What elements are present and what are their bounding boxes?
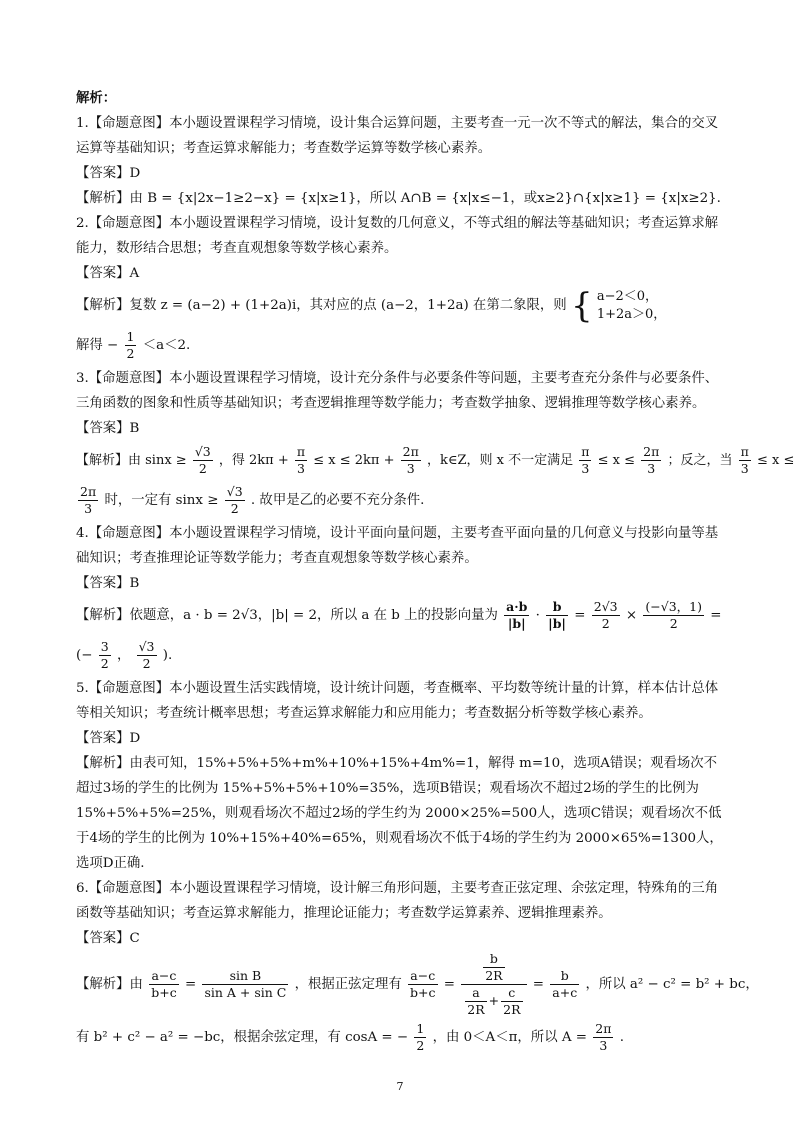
text: (− bbox=[76, 648, 93, 663]
fraction bbox=[125, 329, 137, 362]
denominator: 3 bbox=[84, 501, 93, 516]
text: ，由 0＜A＜π，所以 A = bbox=[432, 1030, 587, 1045]
fraction bbox=[592, 599, 620, 632]
denominator: 2 bbox=[126, 346, 135, 361]
text: ≤ x ≤ 2kπ + bbox=[313, 453, 395, 468]
denominator: |b| bbox=[548, 616, 566, 631]
denominator bbox=[461, 985, 526, 1018]
q2-analysis: 【解析】复数 z = (a−2) + (1+2a)i，其对应的点 (a−2，1+2a) 在第二象限，则 bbox=[76, 298, 567, 313]
fraction bbox=[295, 444, 307, 477]
fraction bbox=[501, 985, 522, 1018]
fraction bbox=[465, 985, 486, 1018]
text: = bbox=[710, 608, 722, 623]
q6-intent: 6.【命题意图】本小题设置课程学习情境，设计解三角形问题，主要考查正弦定理、余弦定理，特殊角的三角函数等基础知识；考查运算求解能力，推理论证能力；考查数学运算素养、逻辑推理素养。 bbox=[76, 881, 719, 921]
text: 【解析】由 bbox=[76, 977, 143, 992]
denominator: 3 bbox=[297, 461, 305, 476]
solution-page bbox=[76, 86, 795, 1058]
numerator: c bbox=[501, 985, 522, 1002]
q6-answer: 【答案】C bbox=[76, 931, 140, 946]
denominator: 2 bbox=[142, 656, 151, 671]
q6-analysis-2 bbox=[76, 1018, 724, 1058]
fraction bbox=[550, 968, 579, 1001]
numerator: a bbox=[465, 985, 486, 1002]
fraction bbox=[202, 968, 288, 1001]
numerator: sin B bbox=[202, 968, 288, 985]
fraction bbox=[483, 951, 504, 984]
numerator: b bbox=[483, 951, 504, 968]
text: ，k∈Z，则 x 不一定满足 bbox=[426, 453, 574, 468]
denominator: 3 bbox=[599, 1038, 608, 1053]
text: . bbox=[619, 1030, 624, 1045]
fraction bbox=[99, 639, 111, 672]
fraction bbox=[546, 599, 568, 632]
numerator: 1 bbox=[416, 1021, 425, 1036]
fraction bbox=[78, 484, 98, 517]
numerator: √3 bbox=[226, 484, 243, 499]
numerator: 3 bbox=[100, 639, 109, 654]
denominator: b+c bbox=[151, 985, 177, 1000]
fraction bbox=[408, 968, 437, 1001]
text: = bbox=[574, 608, 586, 623]
text: ≤ x ≤ bbox=[756, 453, 795, 468]
fraction bbox=[739, 444, 751, 477]
q1-intent: 1.【命题意图】本小题设置课程学习情境，设计集合运算问题，主要考查一元一次不等式的解法，集合的交叉运算等基础知识；考查运算求解能力；考查数学运算等数学核心素养。 bbox=[76, 116, 719, 156]
text: = bbox=[532, 977, 544, 992]
q4-analysis-1 bbox=[76, 596, 724, 636]
text: ≤ x ≤ bbox=[597, 453, 635, 468]
fraction bbox=[225, 484, 245, 517]
numerator: π bbox=[296, 444, 306, 459]
numerator: √3 bbox=[138, 639, 155, 654]
fraction bbox=[641, 444, 661, 477]
fraction bbox=[193, 444, 213, 477]
q6-analysis-1 bbox=[76, 951, 759, 1018]
text: = bbox=[184, 977, 197, 992]
denominator: 3 bbox=[740, 461, 749, 476]
denominator: 3 bbox=[581, 461, 590, 476]
denominator: 2 bbox=[669, 616, 678, 631]
q4-intent: 4.【命题意图】本小题设置课程学习情境，设计平面向量问题，主要考查平面向量的几何意义与投影向量等基础知识；考查推理论证等数学能力；考查直观想象等数学核心素养。 bbox=[76, 526, 719, 566]
denominator: 2 bbox=[100, 656, 109, 671]
text: · bbox=[535, 608, 540, 623]
text: ， bbox=[116, 648, 131, 663]
q3-answer: 【答案】B bbox=[76, 421, 140, 436]
fraction bbox=[401, 444, 421, 477]
denominator: sin A + sin C bbox=[204, 985, 287, 1000]
numerator: (−√3，1) bbox=[645, 599, 702, 614]
fraction bbox=[149, 968, 178, 1001]
system-line-1: a−2＜0， bbox=[596, 288, 659, 304]
q5-intent: 5.【命题意图】本小题设置生活实践情境，设计统计问题，考查概率、平均数等统计量的计算，样本估计总体等相关知识；考查统计概率思想；考查运算求解能力和应用能力；考查数据分析等数学核心素养。 bbox=[76, 681, 719, 721]
denominator: a+c bbox=[552, 985, 578, 1000]
denominator: b+c bbox=[410, 985, 436, 1000]
denominator: 3 bbox=[406, 461, 415, 476]
q2-answer: 【答案】A bbox=[76, 266, 140, 281]
text: ，根据正弦定理有 bbox=[294, 977, 402, 992]
denominator: 2R bbox=[503, 1002, 521, 1017]
q2-solve bbox=[76, 326, 724, 366]
q4-answer: 【答案】B bbox=[76, 576, 140, 591]
denominator: 3 bbox=[647, 461, 656, 476]
q5-answer: 【答案】D bbox=[76, 731, 141, 746]
text: ，得 2kπ + bbox=[218, 453, 289, 468]
fraction bbox=[643, 599, 704, 632]
q5-analysis: 【解析】由表可知，15%+5%+5%+m%+10%+15%+4m%=1，解得 m=10，选项A错误；观看场次不超过3场的学生的比例为 15%+5%+5%+10%=35%，选项B错误；观看场次不超过2场的学生的比例为 15%+5%+5%=25%，则观看场次不超过2场的学生约为 2000×25%=500人，选项C错误；观看场次不低于4场的学生的比例为 10%+15%+40%=65%，则观看场次不低于4场的学生约为 2000×65%=1300人，选项D正确. bbox=[76, 756, 723, 871]
numerator: 2π bbox=[80, 484, 97, 499]
numerator: a·b bbox=[506, 599, 528, 614]
numerator: √3 bbox=[194, 444, 211, 459]
denominator: 2 bbox=[416, 1038, 425, 1053]
q2-solve-post: ＜a＜2. bbox=[142, 338, 191, 353]
q3-analysis-1 bbox=[76, 441, 795, 481]
denominator: 2 bbox=[230, 501, 239, 516]
text: ). bbox=[162, 648, 173, 663]
denominator: 2 bbox=[198, 461, 207, 476]
compound-fraction bbox=[461, 951, 526, 1018]
text: 【解析】由 sinx ≥ bbox=[76, 453, 187, 468]
text: ，所以 a² − c² = b² + bc， bbox=[585, 977, 759, 992]
q2-analysis-line bbox=[76, 286, 724, 326]
fraction bbox=[579, 444, 591, 477]
denominator: 2R bbox=[485, 968, 503, 983]
numerator: 2π bbox=[595, 1021, 612, 1036]
q3-analysis-2 bbox=[76, 481, 724, 521]
text: 时，一定有 sinx ≥ bbox=[104, 493, 219, 508]
page-number: 7 bbox=[396, 1080, 404, 1093]
fraction bbox=[593, 1021, 613, 1054]
system-line-2: 1+2a＞0， bbox=[596, 306, 667, 322]
numerator: 2√3 bbox=[593, 599, 618, 614]
numerator: 2π bbox=[643, 444, 660, 459]
numerator: b bbox=[550, 968, 579, 985]
q2-solve-pre: 解得 − bbox=[76, 338, 119, 353]
numerator: 2π bbox=[402, 444, 419, 459]
denominator: 2 bbox=[601, 616, 610, 631]
inequality-system bbox=[597, 288, 666, 324]
numerator: a−c bbox=[408, 968, 437, 985]
numerator: π bbox=[740, 444, 749, 459]
text: + bbox=[488, 993, 500, 1008]
heading: 解析： bbox=[76, 90, 117, 106]
numerator bbox=[461, 951, 526, 985]
numerator: b bbox=[546, 599, 568, 616]
q2-intent: 2.【命题意图】本小题设置课程学习情境，设计复数的几何意义，不等式组的解法等基础知识；考查运算求解能力，数形结合思想；考查直观想象等数学核心素养。 bbox=[76, 216, 719, 256]
text: ；反之，当 bbox=[667, 453, 733, 468]
fraction bbox=[137, 639, 157, 672]
q1-analysis: 【解析】由 B = {x|2x−1≥2−x} = {x|x≥1}，所以 A∩B = {x|x≤−1，或x≥2}∩{x|x≥1} = {x|x≥2}. bbox=[76, 191, 721, 206]
text: 【解析】依题意，a · b = 2√3，|b| = 2，所以 a 在 b 上的投影向量为 bbox=[76, 608, 498, 623]
text: = bbox=[443, 977, 455, 992]
text: . 故甲是乙的必要不充分条件. bbox=[250, 493, 425, 508]
q4-analysis-2 bbox=[76, 636, 724, 676]
q1-answer: 【答案】D bbox=[76, 166, 141, 181]
q3-intent: 3.【命题意图】本小题设置课程学习情境，设计充分条件与必要条件等问题，主要考查充分条件与必要条件、三角函数的图象和性质等基础知识；考查逻辑推理等数学能力；考查数学抽象、逻辑推理等数学核心素养。 bbox=[76, 371, 719, 411]
numerator: a−c bbox=[149, 968, 178, 985]
text: × bbox=[625, 608, 638, 623]
left-brace-icon: { bbox=[570, 285, 593, 326]
text: 有 b² + c² − a² = −bc，根据余弦定理，有 cosA = − bbox=[76, 1030, 409, 1045]
numerator: π bbox=[581, 444, 590, 459]
numerator: 1 bbox=[126, 329, 135, 344]
fraction bbox=[414, 1021, 426, 1054]
denominator: 2R bbox=[467, 1002, 485, 1017]
fraction bbox=[504, 599, 529, 632]
denominator: |b| bbox=[507, 616, 526, 631]
